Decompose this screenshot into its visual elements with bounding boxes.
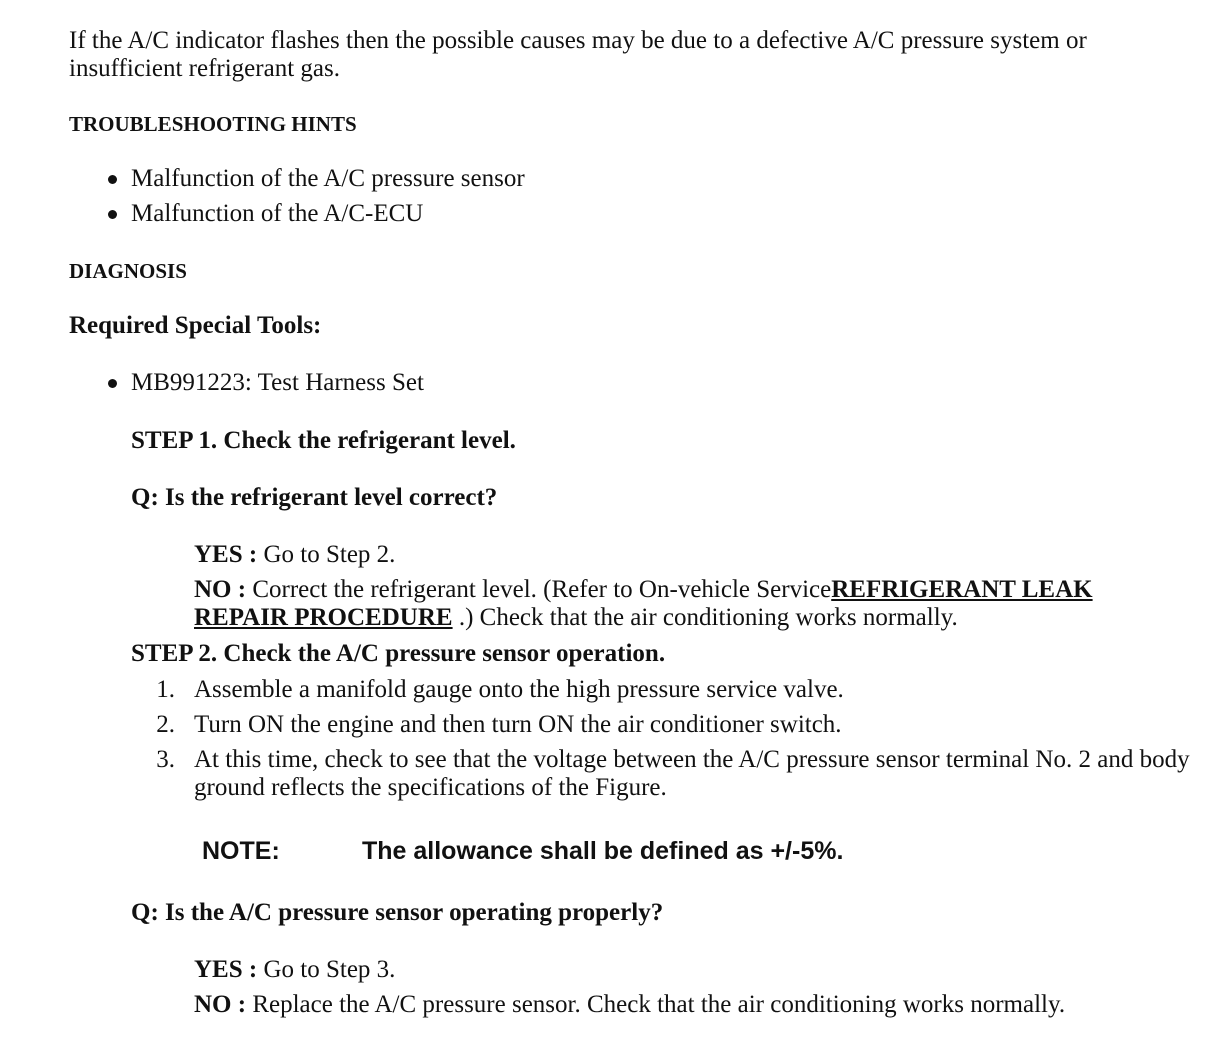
no-text: Correct the refrigerant level. (Refer to On-vehicle Service bbox=[252, 576, 832, 603]
tool-item-1: MB991223: Test Harness Set bbox=[131, 369, 424, 396]
bullet-icon bbox=[108, 379, 117, 388]
no-label: NO : bbox=[194, 991, 247, 1018]
step2-num-3: 3. bbox=[156, 746, 175, 773]
yes-text: Go to Step 3. bbox=[263, 956, 396, 983]
tools-heading: Required Special Tools: bbox=[69, 312, 322, 339]
hint-item-1: Malfunction of the A/C pressure sensor bbox=[131, 165, 525, 192]
step2-num-1: 1. bbox=[156, 676, 175, 703]
intro-line-1: If the A/C indicator flashes then the possible causes may be due to a defective A/C pressure system or bbox=[69, 27, 1087, 54]
note-text: The allowance shall be defined as +/-5%. bbox=[362, 837, 844, 865]
bullet-icon bbox=[108, 210, 117, 219]
troubleshooting-heading: TROUBLESHOOTING HINTS bbox=[69, 112, 357, 136]
yes-label: YES : bbox=[194, 956, 258, 983]
diagnosis-heading: DIAGNOSIS bbox=[69, 259, 187, 283]
bullet-icon bbox=[108, 175, 117, 184]
step2-no bbox=[194, 991, 1065, 1019]
step1-question: Q: Is the refrigerant level correct? bbox=[131, 484, 498, 511]
step2-item-2: Turn ON the engine and then turn ON the air conditioner switch. bbox=[194, 711, 842, 738]
step1-no bbox=[194, 576, 1093, 604]
hint-item-2: Malfunction of the A/C-ECU bbox=[131, 200, 424, 227]
step2-question: Q: Is the A/C pressure sensor operating properly? bbox=[131, 899, 664, 926]
step2-num-2: 2. bbox=[156, 711, 175, 738]
step2-item-1: Assemble a manifold gauge onto the high pressure service valve. bbox=[194, 676, 844, 703]
yes-label: YES : bbox=[194, 541, 258, 568]
yes-text: Go to Step 2. bbox=[263, 541, 396, 568]
intro-line-2: insufficient refrigerant gas. bbox=[69, 55, 340, 82]
no-label: NO : bbox=[194, 576, 247, 603]
step2-title: STEP 2. Check the A/C pressure sensor operation. bbox=[131, 640, 666, 667]
step2-item-3: At this time, check to see that the voltage between the A/C pressure sensor terminal No. 2 and body bbox=[194, 746, 1190, 773]
no-text-after: .) Check that the air conditioning works normally. bbox=[452, 604, 958, 631]
step2-yes bbox=[194, 956, 395, 984]
step1-title: STEP 1. Check the refrigerant level. bbox=[131, 427, 516, 454]
refrigerant-leak-link[interactable]: REFRIGERANT LEAK bbox=[831, 576, 1093, 603]
step2-item-3-cont: ground reflects the specifications of the Figure. bbox=[194, 774, 667, 801]
repair-procedure-link[interactable]: REPAIR PROCEDURE bbox=[194, 604, 453, 631]
step1-no-cont bbox=[194, 604, 958, 632]
step1-yes bbox=[194, 541, 395, 569]
no-text: Replace the A/C pressure sensor. Check that the air conditioning works normally. bbox=[252, 991, 1066, 1018]
note-label: NOTE: bbox=[202, 837, 280, 865]
